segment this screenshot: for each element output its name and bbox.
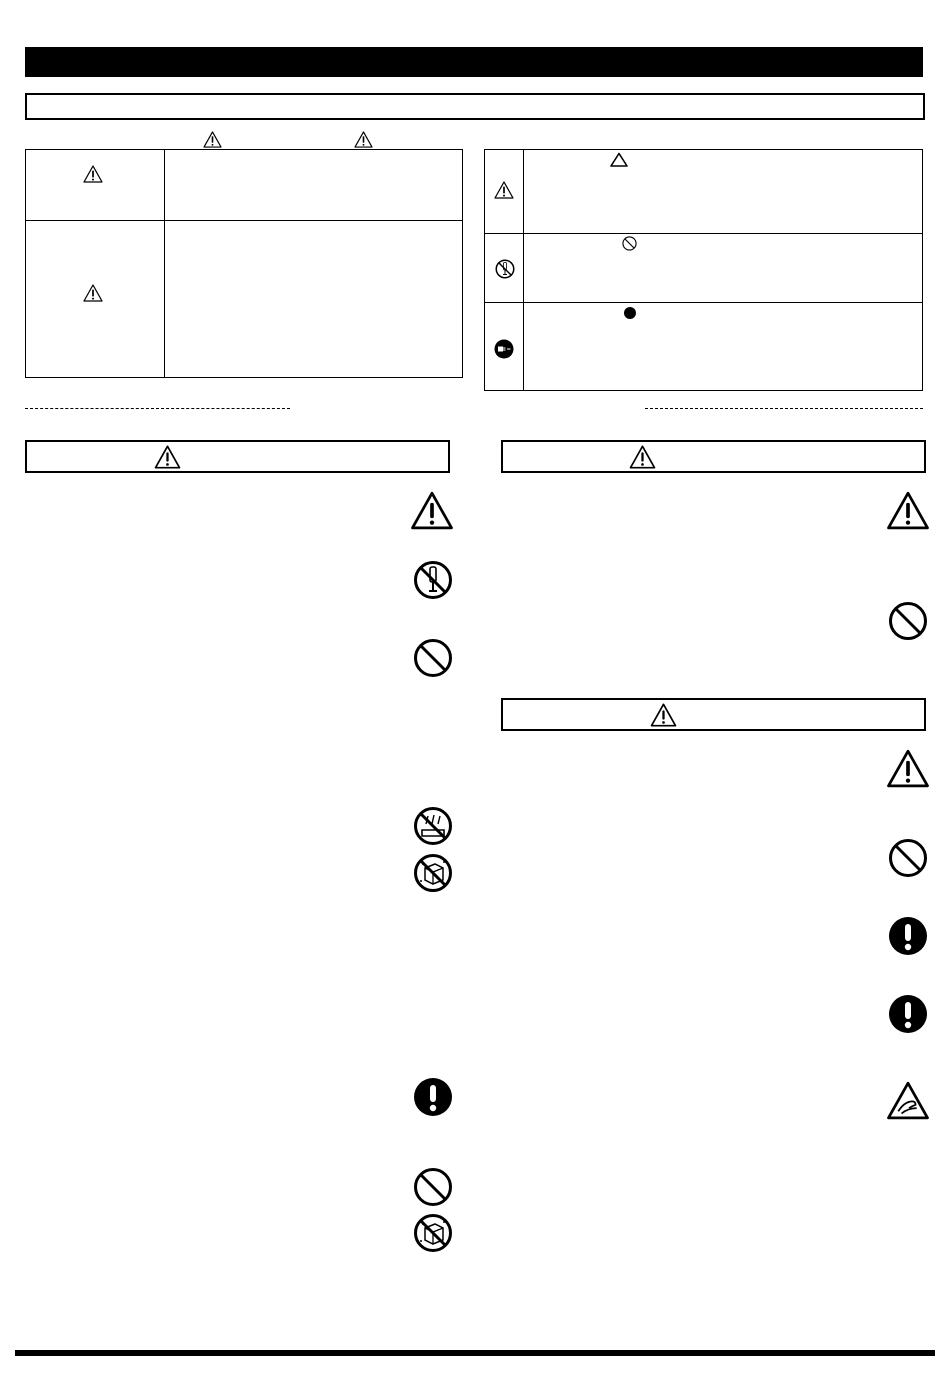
mandatory-action-icon <box>888 994 928 1034</box>
no-drop-icon <box>413 1213 453 1253</box>
divider-dashed-right <box>645 408 923 409</box>
legend-right-row-3-text <box>0 0 1 1</box>
legend-right-divider <box>523 149 524 391</box>
warning-triangle-icon <box>650 703 677 727</box>
subtitle-box <box>25 93 925 120</box>
warning-triangle-icon <box>629 445 656 469</box>
header-bar-title <box>25 47 26 48</box>
legend-table-right <box>484 149 923 391</box>
subtitle-text <box>27 95 28 96</box>
section-header-left-label <box>27 442 28 443</box>
legend-left-row-1-text <box>0 0 1 1</box>
section-header-right-bottom-label <box>503 700 504 701</box>
legend-left-row-2-text <box>0 0 1 1</box>
warning-triangle-icon <box>410 491 454 530</box>
no-disassembly-icon <box>495 259 515 279</box>
warning-triangle-icon <box>354 131 373 148</box>
legend-table-left <box>25 149 463 378</box>
no-disassembly-icon <box>413 560 453 600</box>
section-header-left <box>25 440 450 473</box>
mandatory-action-icon <box>413 1077 453 1117</box>
divider-dashed-left <box>25 408 290 409</box>
section-header-right-top <box>501 440 926 473</box>
prohibition-icon <box>888 838 928 878</box>
filled-dot-icon <box>624 307 636 319</box>
warning-triangle-icon <box>203 131 222 148</box>
pinch-hazard-icon <box>886 1081 930 1120</box>
warning-triangle-icon <box>154 445 181 469</box>
legend-right-row-1-text <box>0 0 1 1</box>
legend-left-row-divider <box>25 220 463 221</box>
outline-triangle-icon <box>610 152 628 167</box>
legend-left-divider <box>164 149 165 378</box>
warning-triangle-icon <box>83 284 103 302</box>
mandatory-action-icon <box>888 916 928 956</box>
prohibition-circle-icon <box>622 236 637 251</box>
prohibition-icon <box>413 1167 453 1207</box>
warning-triangle-icon <box>83 165 103 183</box>
no-heat-icon <box>413 853 453 893</box>
legend-right-row-divider <box>484 302 923 303</box>
header-bar <box>25 47 923 77</box>
legend-right-row-2-text <box>0 0 1 1</box>
footer-bar <box>15 1350 935 1356</box>
section-header-right-top-label <box>503 442 504 443</box>
warning-triangle-icon <box>886 749 930 788</box>
unplug-icon <box>494 339 514 359</box>
prohibition-icon <box>413 638 453 678</box>
prohibition-icon <box>888 601 928 641</box>
warning-triangle-icon <box>886 491 930 530</box>
section-header-right-bottom <box>501 698 926 731</box>
warning-triangle-icon <box>494 181 514 199</box>
legend-right-row-divider <box>484 233 923 234</box>
no-water-icon <box>413 806 453 846</box>
